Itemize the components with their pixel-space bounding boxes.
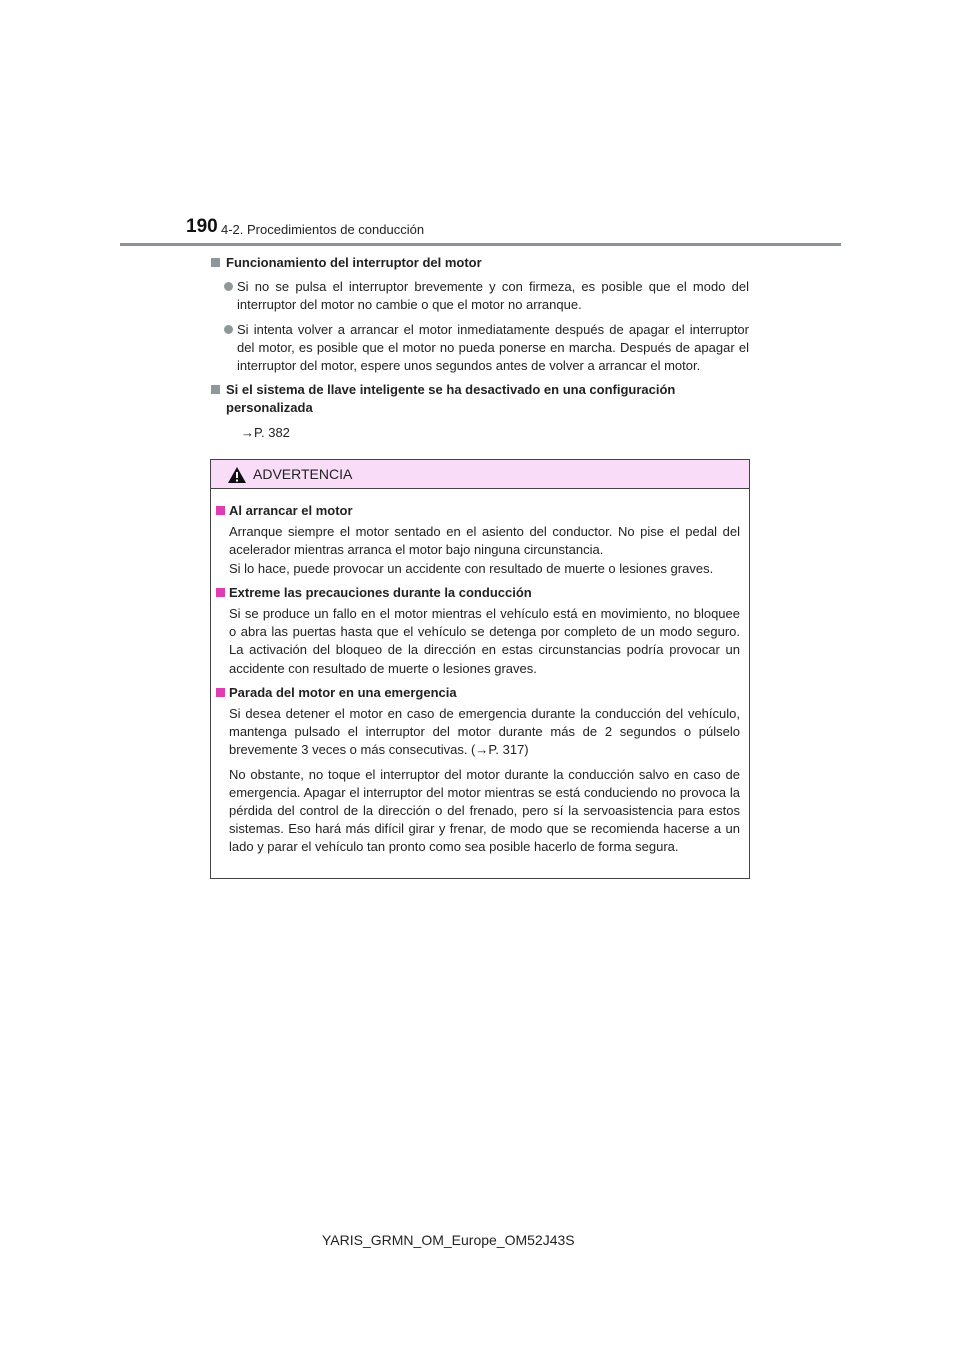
warning-paragraph: Si desea detener el motor en caso de emergencia durante la conducción del vehículo, mantenga pulsado el interruptor del motor durante más de 2 segundos o púlselo brevemente 3 veces o más consecutivas. (→P. 317) — [229, 706, 740, 758]
warning-body — [211, 489, 749, 857]
subheading-text: Funcionamiento del interruptor del motor — [226, 255, 482, 270]
warning-box — [210, 459, 750, 879]
page-header — [186, 216, 841, 250]
header-divider — [120, 243, 841, 246]
warning-paragraph: Si se produce un fallo en el motor mientras el vehículo está en movimiento, no bloquee o abra las puertas hasta que el vehículo se detenga por completo de un modo seguro. La activación del bloqueo de la dirección en estas circunstancias podría provocar un accidente con resultado de muerte o lesiones graves. — [229, 606, 740, 676]
warning-subheading — [216, 684, 740, 702]
warning-subheading — [216, 584, 740, 602]
warning-header — [211, 460, 749, 489]
warning-paragraph — [216, 523, 740, 578]
warning-subheading — [216, 502, 740, 520]
list-item-text: Si no se pulsa el interruptor brevemente y con firmeza, es posible que el modo del interruptor del motor no cambie o que el motor no arranque. — [237, 279, 749, 313]
square-bullet-icon — [216, 506, 225, 515]
warning-triangle-icon — [227, 466, 247, 484]
subheading-text: Si el sistema de llave inteligente se ha desactivado en una configuración personalizada — [226, 382, 676, 416]
circle-bullet-icon — [224, 325, 233, 334]
subheading-engine-switch — [211, 254, 749, 272]
warning-paragraph: No obstante, no toque el interruptor del motor durante la conducción salvo en caso de emergencia. Apagar el interruptor del motor mientras se está conduciendo no provoca la pérdida del control de la dirección o del frenado, pero sí la servoasistencia para estos sistemas. Eso hará más difícil girar y frenar, de modo que se recomienda hacerse a un lado y parar el vehículo tan pronto como sea posible hacerlo de forma segura. — [229, 766, 740, 855]
circle-bullet-icon — [224, 282, 233, 291]
warning-subheading-text: Al arrancar el motor — [229, 503, 353, 518]
warning-text: Arranque siempre el motor sentado en el asiento del conductor. No pise el pedal del acelerador mientras arranca el motor bajo ninguna circunstancia. — [229, 524, 740, 558]
warning-title: ADVERTENCIA — [253, 466, 353, 482]
square-bullet-icon — [216, 688, 225, 697]
list-item — [211, 321, 749, 376]
section-title: 4-2. Procedimientos de conducción — [221, 222, 425, 237]
warning-subheading-text: Parada del motor en una emergencia — [229, 684, 457, 700]
document-code: YARIS_GRMN_OM_Europe_OM52J43S — [322, 1232, 575, 1248]
square-bullet-icon — [211, 258, 220, 267]
square-bullet-icon — [211, 385, 220, 394]
page-reference: →P. 382 — [241, 424, 290, 440]
subheading-smart-key — [211, 381, 749, 417]
square-bullet-icon — [216, 588, 225, 597]
list-item — [211, 278, 749, 314]
main-content — [211, 254, 749, 442]
warning-text: Si lo hace, puede provocar un accidente con resultado de muerte o lesiones graves. — [229, 560, 714, 576]
list-item-text: Si intenta volver a arrancar el motor inmediatamente después de apagar el interruptor del motor, es posible que el motor no pueda ponerse en marcha. Después de apagar el interruptor del motor, espere unos segundos antes de volver a arrancar el motor. — [237, 321, 749, 374]
page-number: 190 — [186, 216, 218, 237]
warning-subheading-text: Extreme las precauciones durante la conducción — [229, 584, 532, 600]
